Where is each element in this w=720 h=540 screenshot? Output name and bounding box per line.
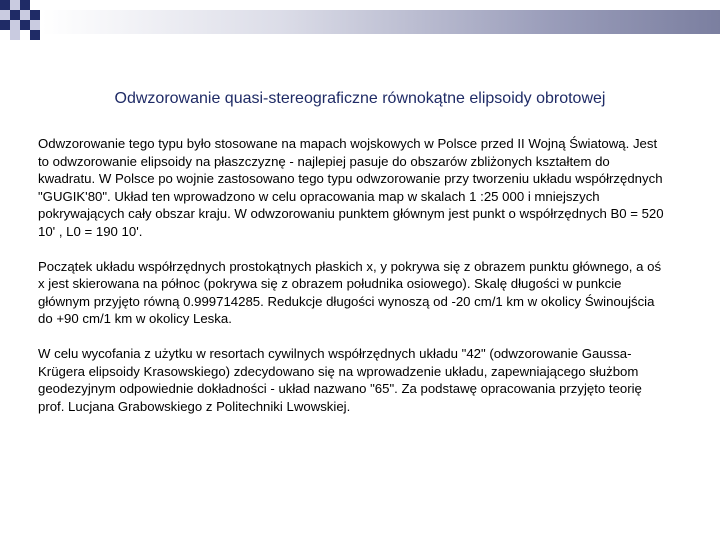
- paragraph: Odwzorowanie tego typu było stosowane na mapach wojskowych w Polsce przed II Wojną Światową. Jest to odwzorowanie elipsoidy na płaszczyznę - najlepiej pasuje do obszarów zbliżonych kształtem do kwadratu. W Polsce po wojnie zastosowano tego typu odwzorowanie przy tworzeniu układu współrzędnych "GUGIK'80". Układ ten wprowadzono w celu opracowania map w skalach 1 :25 000 i mniejszych pokrywających cały obszar kraju. W odwzorowaniu punktem głównym jest punkt o współrzędnych B0 = 520 10' , L0 = 190 10'.: [38, 136, 664, 239]
- paragraph: W celu wycofania z użytku w resortach cywilnych współrzędnych układu "42" (odwzorowanie Gaussa-Krügera elipsoidy Krasowskiego) zdecydowano się na wprowadzenie układu, zapewniającego służbom geodezyjnym odpowiednie dokładności - układ nazwano "65". Za podstawę opracowania przyjęto teorię prof. Lucjana Grabowskiego z Politechniki Lwowskiej.: [38, 345, 642, 414]
- deco-square: [10, 30, 20, 40]
- deco-square: [10, 10, 20, 20]
- deco-square: [0, 0, 10, 10]
- deco-square: [20, 20, 30, 30]
- header-decoration: [0, 0, 720, 50]
- deco-square: [20, 10, 30, 20]
- header-gradient-bar: [42, 10, 720, 34]
- slide-body: [38, 135, 668, 432]
- deco-square: [10, 20, 20, 30]
- deco-square: [10, 0, 20, 10]
- deco-square: [20, 0, 30, 10]
- deco-square: [0, 10, 10, 20]
- paragraph: Początek układu współrzędnych prostokątnych płaskich x, y pokrywa się z obrazem punktu głównego, a oś x jest skierowana na północ (pokrywa się z obrazem południka osiowego). Skalę długości w punkcie głównym przyjęto równą 0.999714285. Redukcje długości wynoszą od -20 cm/1 km w okolicy Świnoujścia do +90 cm/1 km w okolicy Leska.: [38, 258, 662, 327]
- deco-square: [30, 10, 40, 20]
- deco-square: [30, 20, 40, 30]
- deco-square: [30, 30, 40, 40]
- deco-square: [0, 20, 10, 30]
- slide-title: Odwzorowanie quasi-stereograficzne równokątne elipsoidy obrotowej: [114, 90, 606, 107]
